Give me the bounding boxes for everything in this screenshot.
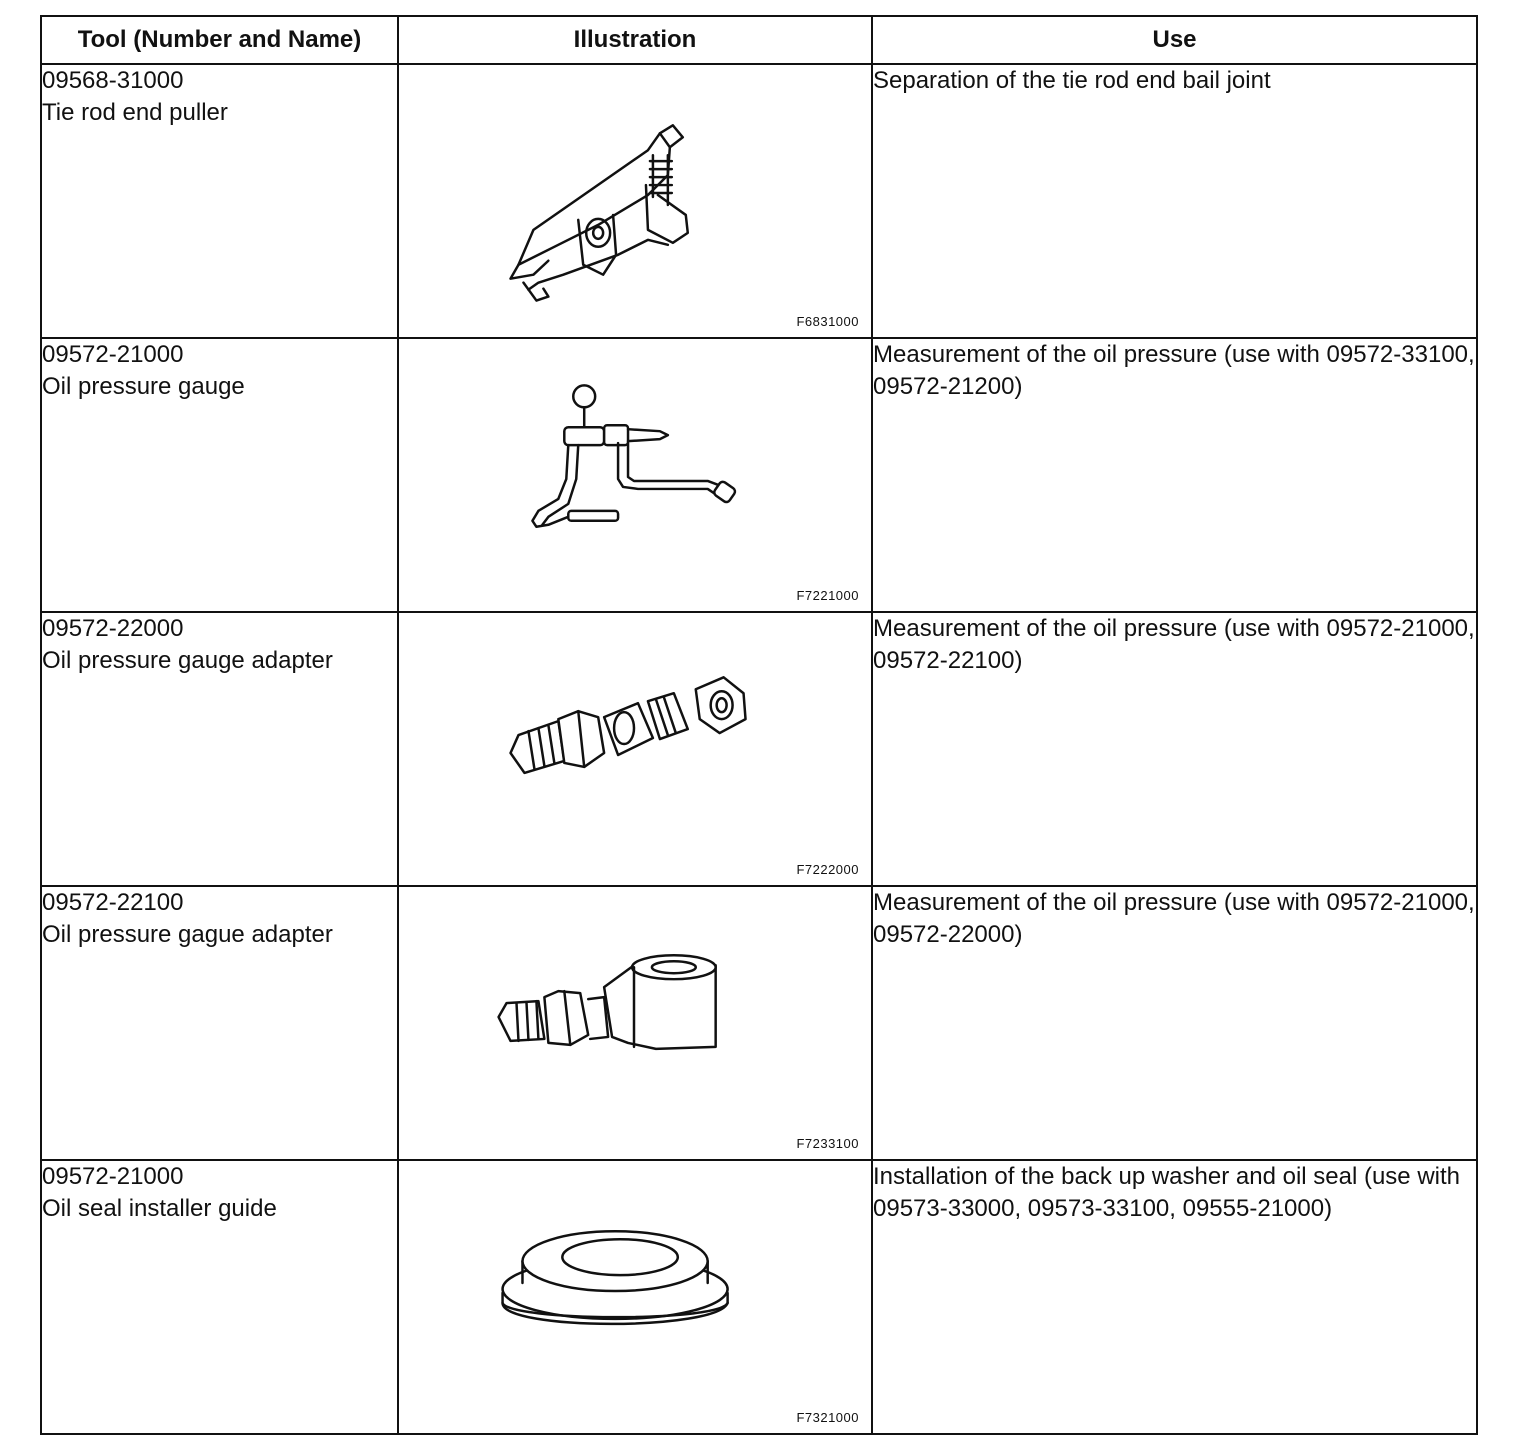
tool-name: Oil seal installer guide	[42, 1195, 277, 1222]
tool-number: 09572-21000	[42, 341, 184, 368]
tool-cell	[41, 64, 398, 338]
oil-pressure-gauge-icon	[399, 339, 871, 611]
table-row	[41, 1160, 1477, 1434]
tool-name: Oil pressure gague adapter	[42, 921, 333, 948]
special-tools-table	[40, 15, 1478, 1435]
figure-code: F7221000	[796, 588, 859, 603]
figure-code: F7233100	[796, 1136, 859, 1151]
tool-cell	[41, 1160, 398, 1434]
use-cell: Measurement of the oil pressure (use with 09572-21000, 09572-22000)	[872, 886, 1477, 1160]
tool-number: 09568-31000	[42, 67, 184, 94]
use-cell: Measurement of the oil pressure (use with 09572-33100, 09572-21200)	[872, 338, 1477, 612]
use-cell: Separation of the tie rod end bail joint	[872, 64, 1477, 338]
use-cell: Measurement of the oil pressure (use with 09572-21000, 09572-22100)	[872, 612, 1477, 886]
table-row	[41, 886, 1477, 1160]
illustration-cell	[398, 886, 872, 1160]
tool-name: Oil pressure gauge	[42, 373, 245, 400]
table-row	[41, 338, 1477, 612]
illustration-cell	[398, 1160, 872, 1434]
tool-number: 09572-22000	[42, 615, 184, 642]
illustration-cell	[398, 612, 872, 886]
table-row	[41, 612, 1477, 886]
figure-code: F6831000	[796, 314, 859, 329]
tool-number: 09572-22100	[42, 889, 184, 916]
oil-seal-guide-icon	[399, 1161, 871, 1433]
gauge-adapter-banjo-icon	[399, 887, 871, 1159]
header-row	[41, 16, 1477, 64]
header-illustration: Illustration	[398, 16, 872, 64]
gauge-adapter-nut-icon	[399, 613, 871, 885]
illustration-cell	[398, 64, 872, 338]
use-cell: Installation of the back up washer and oil seal (use with 09573-33000, 09573-33100, 09555-21000)	[872, 1160, 1477, 1434]
tool-cell	[41, 612, 398, 886]
tool-number: 09572-21000	[42, 1163, 184, 1190]
figure-code: F7222000	[796, 862, 859, 877]
tool-cell	[41, 338, 398, 612]
header-use: Use	[872, 16, 1477, 64]
tool-name: Oil pressure gauge adapter	[42, 647, 333, 674]
tool-name: Tie rod end puller	[42, 99, 228, 126]
illustration-cell	[398, 338, 872, 612]
tie-rod-end-puller-icon	[399, 65, 871, 337]
header-tool: Tool (Number and Name)	[41, 16, 398, 64]
table-row	[41, 64, 1477, 338]
figure-code: F7321000	[796, 1410, 859, 1425]
tool-cell	[41, 886, 398, 1160]
